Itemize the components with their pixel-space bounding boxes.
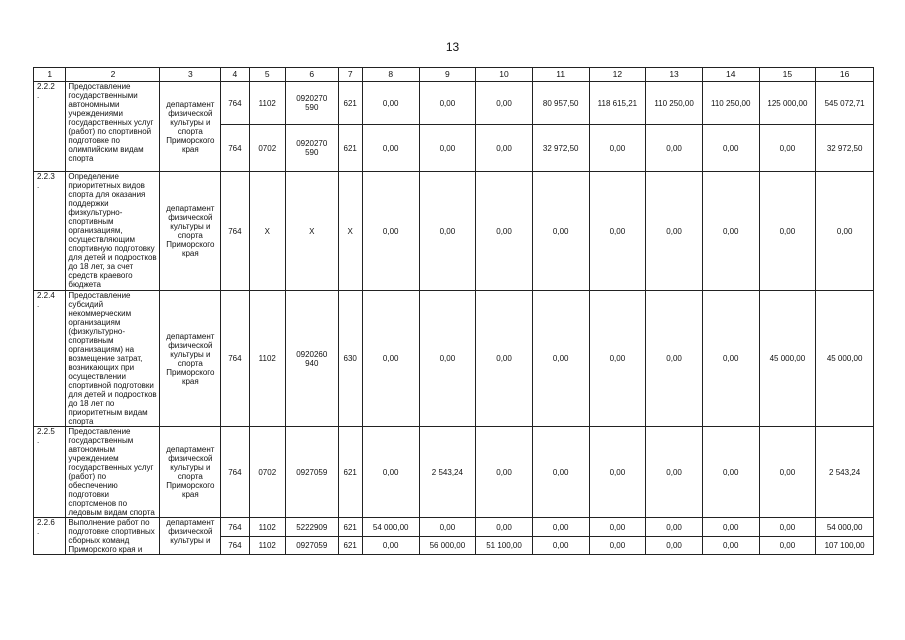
budget-table xyxy=(33,67,874,555)
header-row xyxy=(34,68,874,82)
table-cell: 0,00 xyxy=(759,172,816,291)
table-cell: 0920270 590 xyxy=(285,125,338,172)
header-cell: 12 xyxy=(589,68,646,82)
table-cell: 0,00 xyxy=(419,291,476,427)
table-cell: 545 072,71 xyxy=(816,82,874,125)
table-cell: 0,00 xyxy=(362,427,419,518)
table-cell: 51 100,00 xyxy=(476,537,533,555)
table-cell: 107 100,00 xyxy=(816,537,874,555)
table-cell: 1102 xyxy=(249,518,285,537)
table-cell: 0,00 xyxy=(419,82,476,125)
header-cell: 13 xyxy=(646,68,703,82)
table-cell: 45 000,00 xyxy=(816,291,874,427)
table-cell: 118 615,21 xyxy=(589,82,646,125)
table-cell: 1102 xyxy=(249,537,285,555)
table-cell: 764 xyxy=(221,427,249,518)
row-name: Предоставление субсидий некоммерческим организациям (физкультурно-спортивным организациям) на возмещение затрат, возникающих при осуществлении спортивной подготовки для детей и подростков до 18 лет по приоритетным видам спорта xyxy=(66,291,160,427)
table-cell: 0,00 xyxy=(532,427,589,518)
table-cell: 0,00 xyxy=(589,537,646,555)
header-cell: 4 xyxy=(221,68,249,82)
table-cell: 32 972,50 xyxy=(532,125,589,172)
table-cell: 0,00 xyxy=(589,125,646,172)
table-cell: X xyxy=(338,172,362,291)
table-cell: 0,00 xyxy=(702,427,759,518)
table-cell: 0,00 xyxy=(759,125,816,172)
header-cell: 16 xyxy=(816,68,874,82)
table-cell: 0,00 xyxy=(702,537,759,555)
table-cell: 621 xyxy=(338,537,362,555)
table-cell: 0,00 xyxy=(532,172,589,291)
table-cell: 0,00 xyxy=(646,427,703,518)
table-cell: 0,00 xyxy=(362,291,419,427)
table-cell: 0,00 xyxy=(476,518,533,537)
page-number: 13 xyxy=(445,40,460,54)
header-cell: 14 xyxy=(702,68,759,82)
table-cell: 2 543,24 xyxy=(419,427,476,518)
table-cell: 0,00 xyxy=(646,172,703,291)
table-cell: 621 xyxy=(338,82,362,125)
row-code: 2.2.3 . xyxy=(34,172,66,291)
table-cell: 0,00 xyxy=(759,537,816,555)
header-cell: 8 xyxy=(362,68,419,82)
table-cell: 0,00 xyxy=(759,518,816,537)
table-cell: 125 000,00 xyxy=(759,82,816,125)
table-cell: 110 250,00 xyxy=(646,82,703,125)
table-cell: 0,00 xyxy=(476,82,533,125)
row-department: департамент физической культуры и спорта Приморского края xyxy=(160,427,221,518)
table-cell: 0,00 xyxy=(646,537,703,555)
row-code: 2.2.5 . xyxy=(34,427,66,518)
table-cell: 0,00 xyxy=(419,518,476,537)
table-cell: 0,00 xyxy=(476,427,533,518)
header-cell: 9 xyxy=(419,68,476,82)
table-cell: 0,00 xyxy=(532,537,589,555)
table-cell: 0,00 xyxy=(476,291,533,427)
table-cell: 0,00 xyxy=(362,172,419,291)
row-code: 2.2.6 . xyxy=(34,518,66,555)
table-cell: 54 000,00 xyxy=(362,518,419,537)
header-cell: 5 xyxy=(249,68,285,82)
table-cell: 764 xyxy=(221,291,249,427)
table-row xyxy=(34,172,874,291)
table-cell: 54 000,00 xyxy=(816,518,874,537)
table-cell: 621 xyxy=(338,518,362,537)
table-cell: 0,00 xyxy=(362,537,419,555)
table-cell: 110 250,00 xyxy=(702,82,759,125)
table-cell: 764 xyxy=(221,172,249,291)
table-row xyxy=(34,518,874,537)
table-cell: 0702 xyxy=(249,125,285,172)
table-cell: 0,00 xyxy=(589,518,646,537)
table-row xyxy=(34,291,874,427)
table-cell: 0,00 xyxy=(702,125,759,172)
table-cell: 0,00 xyxy=(532,291,589,427)
row-code: 2.2.4 . xyxy=(34,291,66,427)
header-cell: 3 xyxy=(160,68,221,82)
table-cell: 0,00 xyxy=(702,518,759,537)
table-cell: 0,00 xyxy=(759,427,816,518)
table-cell: 0,00 xyxy=(476,125,533,172)
header-cell: 7 xyxy=(338,68,362,82)
header-cell: 1 xyxy=(34,68,66,82)
table-cell: X xyxy=(285,172,338,291)
table-cell: 630 xyxy=(338,291,362,427)
table-cell: 621 xyxy=(338,125,362,172)
table-cell: 0,00 xyxy=(419,125,476,172)
table-cell: 0920260 940 xyxy=(285,291,338,427)
row-name: Определение приоритетных видов спорта для оказания поддержки физкультурно-спортивным организациям, осуществляющим спортивную подготовку для детей и подростков до 18 лет, за счет средств краевого бюджета xyxy=(66,172,160,291)
table-cell: 0,00 xyxy=(702,172,759,291)
row-name: Предоставление государственными автономными учреждениями государственных услуг (работ) по спортивной подготовке по олимпийским видам спорта xyxy=(66,82,160,172)
table-cell: 0,00 xyxy=(646,125,703,172)
header-cell: 6 xyxy=(285,68,338,82)
table-cell: 0,00 xyxy=(362,125,419,172)
header-cell: 15 xyxy=(759,68,816,82)
table-cell: 0,00 xyxy=(419,172,476,291)
row-department: департамент физической культуры и спорта Приморского края xyxy=(160,291,221,427)
table-row xyxy=(34,82,874,125)
table-cell: 764 xyxy=(221,82,249,125)
table-cell: 2 543,24 xyxy=(816,427,874,518)
table-cell: 621 xyxy=(338,427,362,518)
table-row xyxy=(34,427,874,518)
table-cell: X xyxy=(249,172,285,291)
header-cell: 2 xyxy=(66,68,160,82)
table-cell: 0702 xyxy=(249,427,285,518)
table-cell: 56 000,00 xyxy=(419,537,476,555)
table-cell: 0,00 xyxy=(589,172,646,291)
table-cell: 0,00 xyxy=(646,291,703,427)
table-cell: 0,00 xyxy=(362,82,419,125)
row-name: Выполнение работ по подготовке спортивных сборных команд Приморского края и xyxy=(66,518,160,555)
row-code: 2.2.2 . xyxy=(34,82,66,172)
table-cell: 1102 xyxy=(249,82,285,125)
table-cell: 5222909 xyxy=(285,518,338,537)
row-name: Предоставление государственным автономным учреждением государственных услуг (работ) по обеспечению подготовки спортсменов по ледовым видам спорта xyxy=(66,427,160,518)
table-cell: 0927059 xyxy=(285,537,338,555)
table-cell: 0,00 xyxy=(816,172,874,291)
table-cell: 80 957,50 xyxy=(532,82,589,125)
row-department: департамент физической культуры и спорта Приморского края xyxy=(160,82,221,172)
table-cell: 0920270 590 xyxy=(285,82,338,125)
table-cell: 0,00 xyxy=(476,172,533,291)
header-cell: 11 xyxy=(532,68,589,82)
row-department: департамент физической культуры и xyxy=(160,518,221,555)
table-cell: 32 972,50 xyxy=(816,125,874,172)
table-cell: 764 xyxy=(221,537,249,555)
table-cell: 0,00 xyxy=(589,291,646,427)
table-cell: 45 000,00 xyxy=(759,291,816,427)
table-cell: 0,00 xyxy=(589,427,646,518)
table-cell: 0,00 xyxy=(702,291,759,427)
table-cell: 0,00 xyxy=(646,518,703,537)
row-department: департамент физической культуры и спорта Приморского края xyxy=(160,172,221,291)
table-cell: 1102 xyxy=(249,291,285,427)
table-cell: 764 xyxy=(221,125,249,172)
table-cell: 764 xyxy=(221,518,249,537)
header-cell: 10 xyxy=(476,68,533,82)
table-cell: 0927059 xyxy=(285,427,338,518)
table-cell: 0,00 xyxy=(532,518,589,537)
